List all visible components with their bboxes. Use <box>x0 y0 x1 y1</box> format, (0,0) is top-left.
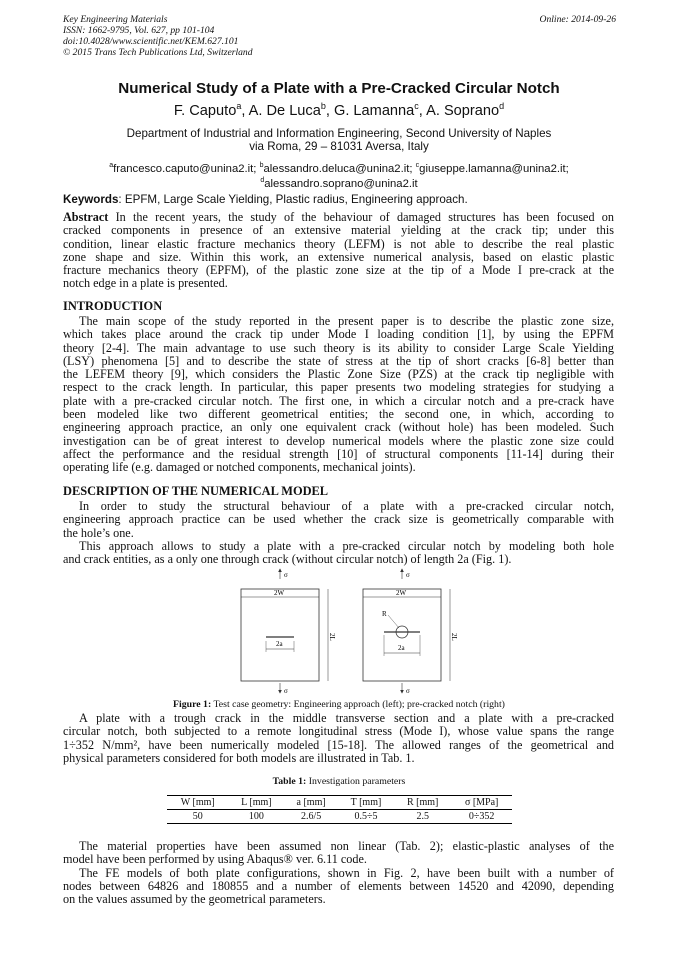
journal-header <box>63 14 253 58</box>
table-header: a [mm] <box>284 796 338 810</box>
sigma-label: σ <box>406 687 410 695</box>
final-body <box>63 840 614 906</box>
text-line: In order to study the structural behaviour of a plate with a pre-cracked circular notch, <box>79 499 614 513</box>
width-label: 2W <box>396 589 407 597</box>
author-name: A. De Luca <box>248 102 321 119</box>
text-line: nodes between 64826 and 180855 and a number of elements between 14520 and 42090, depending <box>63 878 614 893</box>
description-body <box>63 500 614 566</box>
text-line: This approach allows to study a plate with a pre-cracked circular notch by modeling both hole <box>79 538 614 553</box>
text-line: cracked components in presence of an extensive material yielding at the crack tip; under this <box>63 223 614 238</box>
length-label: 2L <box>450 633 458 641</box>
crack-label: 2a <box>398 644 405 652</box>
text-line: on the values assumed by the geometrical parameters. <box>63 892 326 907</box>
table-cell: 50 <box>167 810 228 824</box>
text-line: The material properties have been assumed non linear (Tab. 2); elastic-plastic analyses of the <box>79 839 614 853</box>
table-header: L [mm] <box>228 796 284 810</box>
text-line: the LEFEM theory [9], which considers the Plastic Zone Size (PZS) at the crack tip negligible with <box>63 367 614 382</box>
table-header-row <box>167 796 512 810</box>
table-cell: 0.5÷5 <box>338 810 394 824</box>
text-line: theory [2-4]. The main advantage to use such theory is its ability to consider Large Scale Yielding <box>63 340 614 355</box>
keywords-text: : EPFM, Large Scale Yielding, Plastic radius, Engineering approach. <box>118 193 468 206</box>
text-line: the hole’s one. <box>63 525 134 540</box>
text-line: In the recent years, the study of the behaviour of damaged structures has been focused on <box>108 210 614 224</box>
issn: ISSN: 1662-9795, Vol. 627, pp 101-104 <box>63 25 215 36</box>
author-name: F. Caputo <box>173 102 237 119</box>
text-line: fracture mechanics theory (EPFM), of the plastic zone size at the tip of a Mode I pre-crack at the <box>63 263 614 278</box>
author-name: A. Soprano <box>426 102 500 119</box>
crack-label: 2a <box>276 640 283 648</box>
text-line: affect the performance and the residual strength [10] of structural components [11-14] during their <box>63 446 614 461</box>
text-line: operating life (e.g. damaged or notched components, mechanical joints). <box>63 460 416 475</box>
text-line: model have been performed by using Abaqus® ver. 6.11 code. <box>63 852 367 867</box>
affiliation-line: Department of Industrial and Information Engineering, Second University of Naples <box>126 127 552 140</box>
affiliation <box>0 127 678 153</box>
table-cell: 0÷352 <box>451 810 512 824</box>
text-line: engineering approach practice, an only one equivalent crack (without hole) has been modeled. Such <box>63 420 614 435</box>
figure-1-caption <box>0 699 678 710</box>
text-line: and crack entities, as a only one through crack (without circular notch) of length 2a (Fig. 1). <box>63 552 512 567</box>
caption-label: Figure 1: <box>173 699 212 710</box>
length-label: 2L <box>328 633 336 641</box>
table-row <box>167 810 512 824</box>
abstract <box>63 211 614 291</box>
radius-label: R <box>382 610 387 618</box>
affiliation-line: via Roma, 29 – 81031 Aversa, Italy <box>249 140 429 153</box>
journal-name: Key Engineering Materials <box>63 14 168 25</box>
text-line: 1÷352 N/mm², have been numerically modeled [15-18]. The allowed ranges of the geometrical and <box>63 737 614 752</box>
text-line: investigation can be of great interest to develop numerical models where the plastic zone size could <box>63 433 614 448</box>
author-list: F. Caputo$^a$, A. De Luca$^b$, G. Lamanna$^c$, A. Soprano$^d$ <box>173 101 505 119</box>
author-sup: a <box>236 101 242 111</box>
width-label: 2W <box>274 589 285 597</box>
table-header: W [mm] <box>167 796 228 810</box>
text-line: which takes place around the crack tip under Mode I loading condition [1], by using the EPFM <box>63 327 614 342</box>
sigma-label: σ <box>284 571 288 579</box>
text-line: The FE models of both plate configurations, shown in Fig. 2, have been built with a number of <box>79 865 614 880</box>
text-line: (LSY) phenomena [5] and to describe the state of stress at the tip of short cracks [6-8] better than <box>63 353 614 368</box>
table-cell: 2.5 <box>394 810 451 824</box>
text-line: engineering approach practice can be used whether the crack size is geometrically comparable with <box>63 512 614 527</box>
text-line: circular notch, both subjected to a remote longitudinal stress (Mode I), whose value spans the range <box>63 724 614 739</box>
text-line: A plate with a trough crack in the middle transverse section and a plate with a pre-cracked <box>79 711 614 725</box>
text-line: been modeled like two different geometrical entities; the second one, in which, according to <box>63 407 614 422</box>
table-cell: 2.6/5 <box>284 810 338 824</box>
table-header: T [mm] <box>338 796 394 810</box>
author-sup: c <box>414 101 419 111</box>
text-line: condition, linear elastic fracture mechanics theory (LEFM) is not able to describe the real plastic <box>63 236 614 251</box>
keywords <box>63 193 468 206</box>
introduction-body <box>63 315 614 475</box>
copyright: © 2015 Trans Tech Publications Ltd, Switzerland <box>63 47 253 58</box>
doi: doi:10.4028/www.scientific.net/KEM.627.101 <box>63 36 239 47</box>
table-header: R [mm] <box>394 796 451 810</box>
email-link[interactable]: francesco.caputo@unina2.it; <box>113 162 257 175</box>
author-sup: b <box>320 101 326 111</box>
table-1 <box>167 795 512 824</box>
text-line: plate with a pre-cracked circular notch. The first one, in which a circular notch and a pre-crack have <box>63 393 614 408</box>
paper-title: Numerical Study of a Plate with a Pre-Cracked Circular Notch <box>118 80 560 97</box>
table-1-caption <box>0 776 678 787</box>
email-list: $^a$francesco.caputo@unina2.it; $^b$alessandro.deluca@unina2.it; $^c$giuseppe.lamanna@unina2.it; $^d$alessandro.soprano@unina2.it <box>109 162 569 190</box>
section-heading: DESCRIPTION OF THE NUMERICAL MODEL <box>63 484 329 498</box>
text-line: notch edge in a plate is presented. <box>63 276 228 291</box>
author-sup: d <box>499 101 505 111</box>
plate-right <box>363 569 458 695</box>
text-line: physical parameters considered for both models are illustrated in Tab. 1. <box>63 750 415 765</box>
abstract-label: Abstract <box>63 210 109 224</box>
after-figure-body <box>63 712 614 765</box>
text-line: The main scope of the study reported in the present paper is to describe the plastic zone size, <box>79 314 614 328</box>
sigma-label: σ <box>406 571 410 579</box>
online-date: Online: 2014-09-26 <box>539 14 616 25</box>
caption-text: Test case geometry: Engineering approach (left); pre-cracked notch (right) <box>211 699 505 710</box>
author-name: G. Lamanna <box>333 102 415 119</box>
table-cell: 100 <box>228 810 284 824</box>
figure-1 <box>236 567 464 697</box>
table-header: σ [MPa] <box>451 796 512 810</box>
section-heading: INTRODUCTION <box>63 299 163 313</box>
plate-left <box>241 569 336 695</box>
email-link[interactable]: alessandro.deluca@unina2.it; <box>263 162 413 175</box>
email-link[interactable]: giuseppe.lamanna@unina2.it; <box>419 162 569 175</box>
text-line: respect to the crack length. In particular, this paper presents two modeling strategies for studying a <box>63 380 614 395</box>
caption-text: Investigation parameters <box>306 776 406 787</box>
sigma-label: σ <box>284 687 288 695</box>
email-link[interactable]: alessandro.soprano@unina2.it <box>264 177 418 190</box>
caption-label: Table 1: <box>272 776 307 787</box>
text-line: zone shape and size. Within this work, an extensive numerical analysis, based on elastic plastic <box>63 249 614 264</box>
keywords-label: Keywords <box>63 193 119 206</box>
